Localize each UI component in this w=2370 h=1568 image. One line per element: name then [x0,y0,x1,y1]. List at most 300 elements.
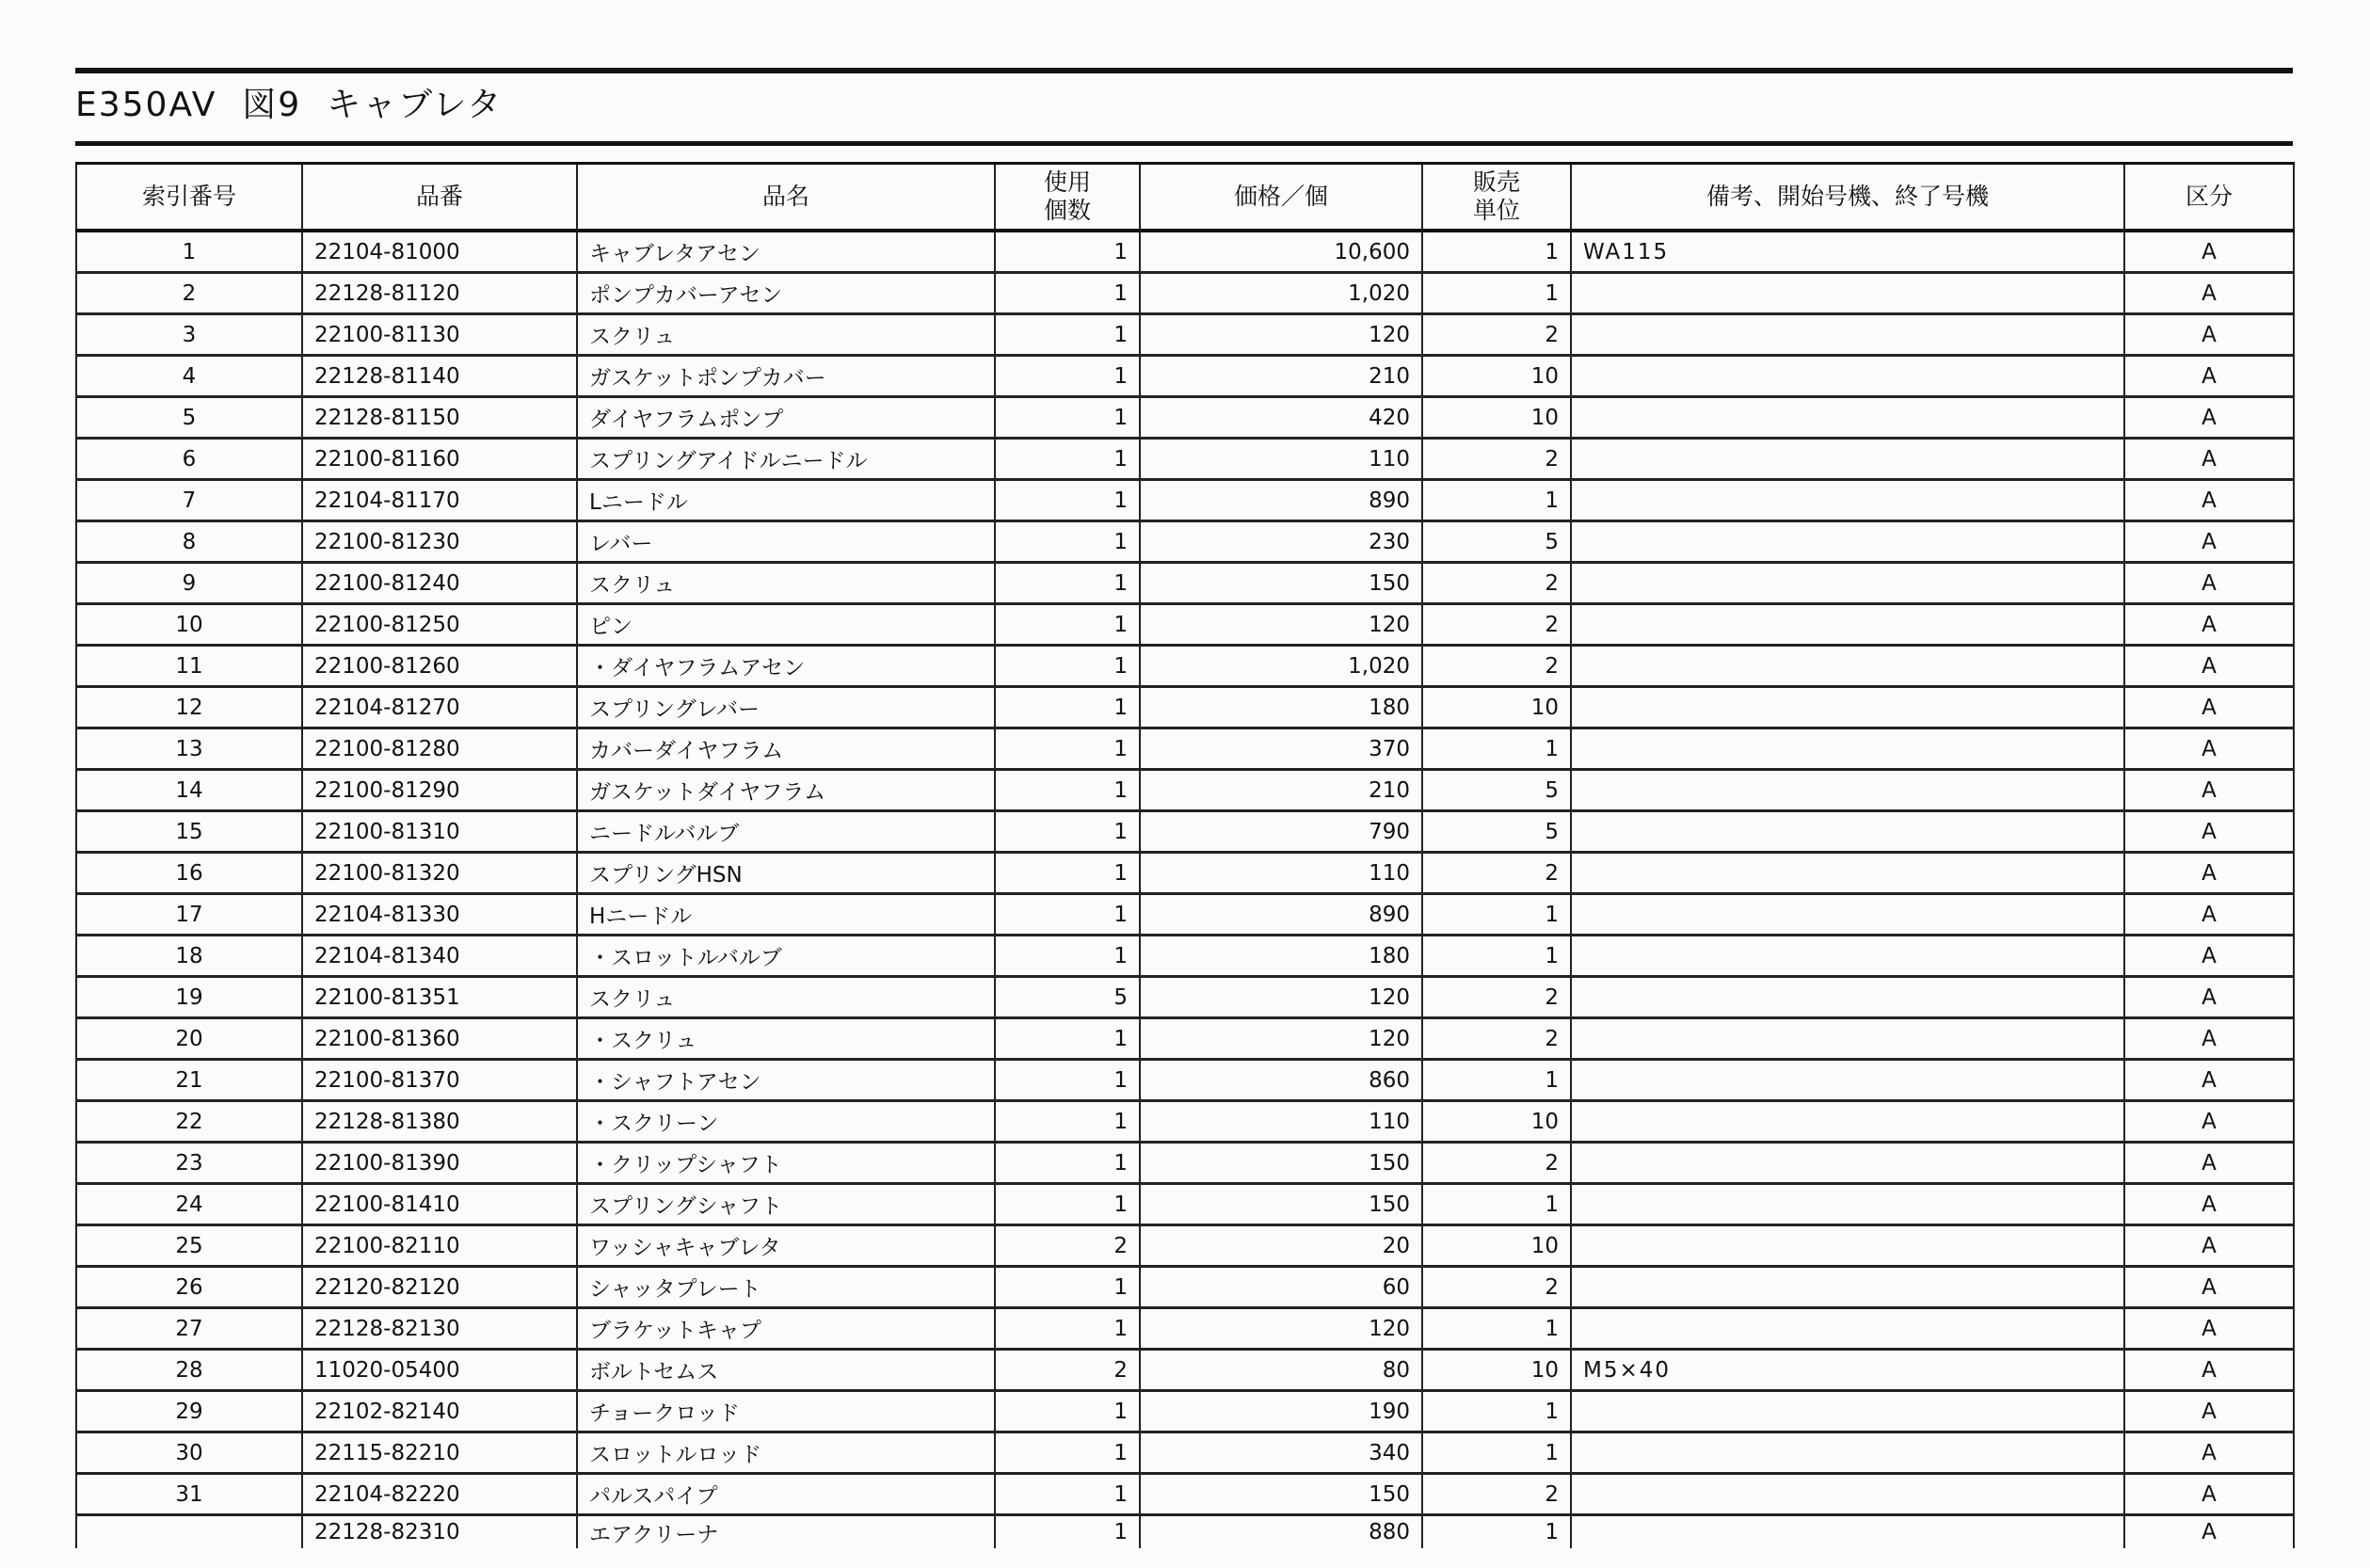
cell-index: 12 [76,687,302,728]
cell-class: A [2124,1267,2294,1308]
cell-name: ・クリップシャフト [577,1143,995,1184]
cell-qty: 1 [995,231,1140,273]
cell-price: 210 [1140,770,1422,811]
cell-class: A [2124,273,2294,314]
cell-class: A [2124,480,2294,521]
cell-index: 11 [76,646,302,687]
cell-qty: 1 [995,397,1140,439]
cell-qty: 1 [995,894,1140,936]
cell-class: A [2124,397,2294,439]
cell-price: 370 [1140,728,1422,770]
cell-name: スプリングシャフト [577,1184,995,1225]
cell-name: ニードルバルブ [577,811,995,853]
cell-qty: 1 [995,1515,1140,1549]
table-row [76,604,2294,646]
cell-price: 340 [1140,1432,1422,1474]
cell-remarks [1571,894,2124,936]
table-row [76,397,2294,439]
cell-index: 13 [76,728,302,770]
cell-qty: 1 [995,1308,1140,1350]
cell-index: 2 [76,273,302,314]
cell-name: ・スクリュ [577,1018,995,1060]
cell-remarks [1571,853,2124,894]
top-rule [75,68,2293,73]
cell-name: スロットルロッド [577,1432,995,1474]
table-row [76,1474,2294,1515]
cell-price: 60 [1140,1267,1422,1308]
cell-remarks [1571,1018,2124,1060]
cell-class: A [2124,1350,2294,1391]
table-row [76,521,2294,563]
cell-class: A [2124,1474,2294,1515]
cell-class: A [2124,231,2294,273]
cell-remarks [1571,314,2124,356]
cell-part-no: 22102-82140 [302,1391,577,1432]
cell-price: 1,020 [1140,273,1422,314]
cell-qty: 1 [995,770,1140,811]
cell-unit: 1 [1422,728,1571,770]
cell-qty: 1 [995,314,1140,356]
cell-qty: 1 [995,1101,1140,1143]
cell-qty: 1 [995,604,1140,646]
cell-class: A [2124,356,2294,397]
cell-index: 8 [76,521,302,563]
cell-qty: 1 [995,811,1140,853]
cell-name: ガスケットダイヤフラム [577,770,995,811]
cell-index: 10 [76,604,302,646]
cell-qty: 5 [995,977,1140,1018]
cell-name: スプリングアイドルニードル [577,439,995,480]
table-row [76,936,2294,977]
cell-class: A [2124,1060,2294,1101]
cell-class: A [2124,1143,2294,1184]
cell-unit: 1 [1422,273,1571,314]
cell-unit: 2 [1422,439,1571,480]
cell-remarks [1571,356,2124,397]
cell-price: 10,600 [1140,231,1422,273]
cell-remarks [1571,1184,2124,1225]
cell-remarks [1571,1060,2124,1101]
cell-remarks [1571,1391,2124,1432]
cell-part-no: 22100-81360 [302,1018,577,1060]
cell-name: パルスパイプ [577,1474,995,1515]
cell-remarks [1571,1101,2124,1143]
cell-part-no: 22100-82110 [302,1225,577,1267]
cell-part-no: 22100-81280 [302,728,577,770]
table-row [76,1060,2294,1101]
table-row [76,853,2294,894]
cell-class: A [2124,894,2294,936]
cell-index: 29 [76,1391,302,1432]
table-row [76,687,2294,728]
cell-price: 1,020 [1140,646,1422,687]
cell-class: A [2124,1101,2294,1143]
cell-part-no: 22128-82310 [302,1515,577,1549]
cell-part-no: 22104-81170 [302,480,577,521]
cell-name: ・スクリーン [577,1101,995,1143]
cell-unit: 1 [1422,1515,1571,1549]
cell-part-no: 22104-81000 [302,231,577,273]
cell-unit: 2 [1422,1474,1571,1515]
cell-name: カバーダイヤフラム [577,728,995,770]
cell-part-no: 22128-81120 [302,273,577,314]
header-qty: 使用 個数 [995,164,1140,232]
cell-part-no: 22100-81130 [302,314,577,356]
cell-class: A [2124,811,2294,853]
cell-price: 150 [1140,563,1422,604]
table-row [76,728,2294,770]
table-row [76,646,2294,687]
cell-price: 210 [1140,356,1422,397]
cell-unit: 2 [1422,604,1571,646]
cell-index: 1 [76,231,302,273]
cell-index: 3 [76,314,302,356]
table-row [76,1391,2294,1432]
cell-index: 14 [76,770,302,811]
table-row [76,1350,2294,1391]
cell-index: 15 [76,811,302,853]
cell-index: 5 [76,397,302,439]
cell-unit: 5 [1422,521,1571,563]
cell-unit: 10 [1422,356,1571,397]
cell-part-no: 22128-81140 [302,356,577,397]
cell-remarks [1571,439,2124,480]
cell-qty: 1 [995,646,1140,687]
table-row [76,231,2294,273]
cell-part-no: 22128-81150 [302,397,577,439]
table-row [76,1143,2294,1184]
cell-index: 7 [76,480,302,521]
cell-remarks [1571,1143,2124,1184]
cell-unit: 1 [1422,231,1571,273]
cell-name: スクリュ [577,563,995,604]
cell-part-no: 22100-81310 [302,811,577,853]
table-header-row [76,164,2294,232]
cell-class: A [2124,977,2294,1018]
cell-price: 20 [1140,1225,1422,1267]
table-row [76,1184,2294,1225]
cell-index: 9 [76,563,302,604]
cell-unit: 2 [1422,314,1571,356]
cell-qty: 1 [995,356,1140,397]
cell-class: A [2124,853,2294,894]
cell-index: 28 [76,1350,302,1391]
cell-index: 30 [76,1432,302,1474]
cell-price: 180 [1140,687,1422,728]
cell-name: スクリュ [577,314,995,356]
cell-price: 150 [1140,1474,1422,1515]
cell-price: 230 [1140,521,1422,563]
cell-class: A [2124,1432,2294,1474]
cell-price: 420 [1140,397,1422,439]
table-row [76,1432,2294,1474]
cell-name: スプリングHSN [577,853,995,894]
cell-class: A [2124,604,2294,646]
cell-remarks: WA115 [1571,231,2124,273]
cell-price: 110 [1140,1101,1422,1143]
table-row [76,314,2294,356]
table-row [76,1018,2294,1060]
cell-class: A [2124,1308,2294,1350]
cell-part-no: 22100-81320 [302,853,577,894]
cell-part-no: 22100-81260 [302,646,577,687]
cell-price: 120 [1140,977,1422,1018]
cell-remarks: M5×40 [1571,1350,2124,1391]
cell-index: 24 [76,1184,302,1225]
cell-remarks [1571,1474,2124,1515]
cell-name: ・シャフトアセン [577,1060,995,1101]
cell-qty: 1 [995,1391,1140,1432]
cell-unit: 1 [1422,1308,1571,1350]
cell-index: 17 [76,894,302,936]
cell-remarks [1571,1308,2124,1350]
cell-index: 27 [76,1308,302,1350]
table-row [76,439,2294,480]
header-remarks: 備考、開始号機、終了号機 [1571,164,2124,232]
cell-unit: 2 [1422,977,1571,1018]
cell-price: 110 [1140,439,1422,480]
cell-part-no: 22100-81351 [302,977,577,1018]
cell-qty: 1 [995,563,1140,604]
table-row [76,1225,2294,1267]
parts-table-body [76,231,2294,1548]
cell-part-no: 22104-81340 [302,936,577,977]
cell-name: ガスケットポンプカバー [577,356,995,397]
cell-unit: 1 [1422,1432,1571,1474]
table-row [76,1308,2294,1350]
cell-price: 880 [1140,1515,1422,1549]
table-row [76,894,2294,936]
cell-name: Lニードル [577,480,995,521]
cell-price: 890 [1140,480,1422,521]
cell-index: 31 [76,1474,302,1515]
cell-price: 890 [1140,894,1422,936]
cell-name: ポンプカバーアセン [577,273,995,314]
cell-name: ピン [577,604,995,646]
cell-index: 23 [76,1143,302,1184]
cell-class: A [2124,1391,2294,1432]
cell-remarks [1571,770,2124,811]
cell-remarks [1571,521,2124,563]
cell-unit: 10 [1422,687,1571,728]
header-part-no: 品番 [302,164,577,232]
cell-unit: 10 [1422,1350,1571,1391]
cell-remarks [1571,977,2124,1018]
cell-price: 150 [1140,1184,1422,1225]
cell-qty: 1 [995,439,1140,480]
cell-name: スプリングレバー [577,687,995,728]
cell-part-no: 22115-82210 [302,1432,577,1474]
cell-remarks [1571,936,2124,977]
cell-qty: 1 [995,1184,1140,1225]
cell-name: ・ダイヤフラムアセン [577,646,995,687]
cell-index: 6 [76,439,302,480]
cell-class: A [2124,1225,2294,1267]
cell-qty: 2 [995,1225,1140,1267]
table-row [76,977,2294,1018]
header-class: 区分 [2124,164,2294,232]
cell-name: ボルトセムス [577,1350,995,1391]
header-price: 価格／個 [1140,164,1422,232]
cell-class: A [2124,563,2294,604]
cell-unit: 10 [1422,1225,1571,1267]
cell-qty: 1 [995,853,1140,894]
cell-class: A [2124,1184,2294,1225]
cell-qty: 1 [995,687,1140,728]
cell-remarks [1571,273,2124,314]
cell-part-no: 11020-05400 [302,1350,577,1391]
cell-remarks [1571,1432,2124,1474]
cell-remarks [1571,480,2124,521]
cell-name: ブラケットキャプ [577,1308,995,1350]
cell-unit: 1 [1422,480,1571,521]
cell-name: シャッタプレート [577,1267,995,1308]
cell-price: 860 [1140,1060,1422,1101]
cell-part-no: 22100-81240 [302,563,577,604]
table-row [76,770,2294,811]
cell-price: 190 [1140,1391,1422,1432]
cell-class: A [2124,728,2294,770]
cell-index: 25 [76,1225,302,1267]
table-row [76,1267,2294,1308]
cell-class: A [2124,770,2294,811]
cell-unit: 2 [1422,563,1571,604]
cell-part-no: 22100-81290 [302,770,577,811]
cell-part-no: 22100-81230 [302,521,577,563]
cell-remarks [1571,728,2124,770]
cell-price: 80 [1140,1350,1422,1391]
cell-part-no: 22104-81330 [302,894,577,936]
cell-remarks [1571,604,2124,646]
cell-unit: 10 [1422,397,1571,439]
cell-qty: 1 [995,728,1140,770]
cell-qty: 1 [995,1474,1140,1515]
table-row [76,356,2294,397]
cell-name: エアクリーナ [577,1515,995,1549]
cell-part-no: 22100-81250 [302,604,577,646]
cell-name: スクリュ [577,977,995,1018]
cell-part-no: 22100-81410 [302,1184,577,1225]
cell-part-no: 22100-81390 [302,1143,577,1184]
cell-remarks [1571,1225,2124,1267]
table-row [76,273,2294,314]
cell-index: 19 [76,977,302,1018]
cell-part-no: 22104-82220 [302,1474,577,1515]
table-row [76,811,2294,853]
cell-name: チョークロッド [577,1391,995,1432]
header-index: 索引番号 [76,164,302,232]
cell-part-no: 22128-81380 [302,1101,577,1143]
cell-part-no: 22100-81160 [302,439,577,480]
cell-class: A [2124,936,2294,977]
cell-name: ワッシャキャブレタ [577,1225,995,1267]
cell-remarks [1571,811,2124,853]
cell-qty: 1 [995,521,1140,563]
cell-class: A [2124,439,2294,480]
cell-index: 16 [76,853,302,894]
cell-name: レバー [577,521,995,563]
cell-unit: 1 [1422,1391,1571,1432]
cell-price: 110 [1140,853,1422,894]
table-row [76,1515,2294,1549]
cell-class: A [2124,646,2294,687]
cell-qty: 1 [995,480,1140,521]
cell-price: 180 [1140,936,1422,977]
cell-index: 20 [76,1018,302,1060]
cell-index: 4 [76,356,302,397]
cell-remarks [1571,687,2124,728]
cell-unit: 1 [1422,1060,1571,1101]
parts-table [75,162,2295,1548]
cell-price: 150 [1140,1143,1422,1184]
cell-name: ダイヤフラムポンプ [577,397,995,439]
cell-part-no: 22128-82130 [302,1308,577,1350]
cell-index [76,1515,302,1549]
title-rule [75,141,2293,146]
cell-unit: 2 [1422,646,1571,687]
cell-unit: 5 [1422,770,1571,811]
table-row [76,480,2294,521]
cell-name: キャブレタアセン [577,231,995,273]
cell-class: A [2124,521,2294,563]
cell-qty: 1 [995,1432,1140,1474]
cell-class: A [2124,1018,2294,1060]
table-row [76,1101,2294,1143]
cell-qty: 1 [995,1060,1140,1101]
cell-unit: 1 [1422,936,1571,977]
cell-remarks [1571,563,2124,604]
cell-part-no: 22104-81270 [302,687,577,728]
cell-unit: 1 [1422,894,1571,936]
cell-unit: 2 [1422,1267,1571,1308]
cell-unit: 2 [1422,853,1571,894]
cell-index: 18 [76,936,302,977]
cell-qty: 1 [995,273,1140,314]
cell-class: A [2124,1515,2294,1549]
cell-qty: 2 [995,1350,1140,1391]
cell-name: ・スロットルバルブ [577,936,995,977]
cell-name: Hニードル [577,894,995,936]
cell-qty: 1 [995,1018,1140,1060]
cell-unit: 5 [1422,811,1571,853]
page-title: E350AV 図9 キャブレタ [75,86,504,124]
cell-unit: 10 [1422,1101,1571,1143]
cell-remarks [1571,397,2124,439]
cell-unit: 1 [1422,1184,1571,1225]
cell-remarks [1571,646,2124,687]
cell-qty: 1 [995,1267,1140,1308]
cell-price: 120 [1140,604,1422,646]
cell-index: 26 [76,1267,302,1308]
cell-unit: 2 [1422,1143,1571,1184]
cell-price: 120 [1140,1018,1422,1060]
header-unit: 販売 単位 [1422,164,1571,232]
cell-part-no: 22100-81370 [302,1060,577,1101]
cell-class: A [2124,314,2294,356]
table-row [76,563,2294,604]
header-name: 品名 [577,164,995,232]
cell-part-no: 22120-82120 [302,1267,577,1308]
cell-price: 120 [1140,314,1422,356]
cell-remarks [1571,1267,2124,1308]
cell-index: 21 [76,1060,302,1101]
cell-remarks [1571,1515,2124,1549]
cell-qty: 1 [995,936,1140,977]
cell-index: 22 [76,1101,302,1143]
cell-qty: 1 [995,1143,1140,1184]
cell-price: 120 [1140,1308,1422,1350]
cell-class: A [2124,687,2294,728]
